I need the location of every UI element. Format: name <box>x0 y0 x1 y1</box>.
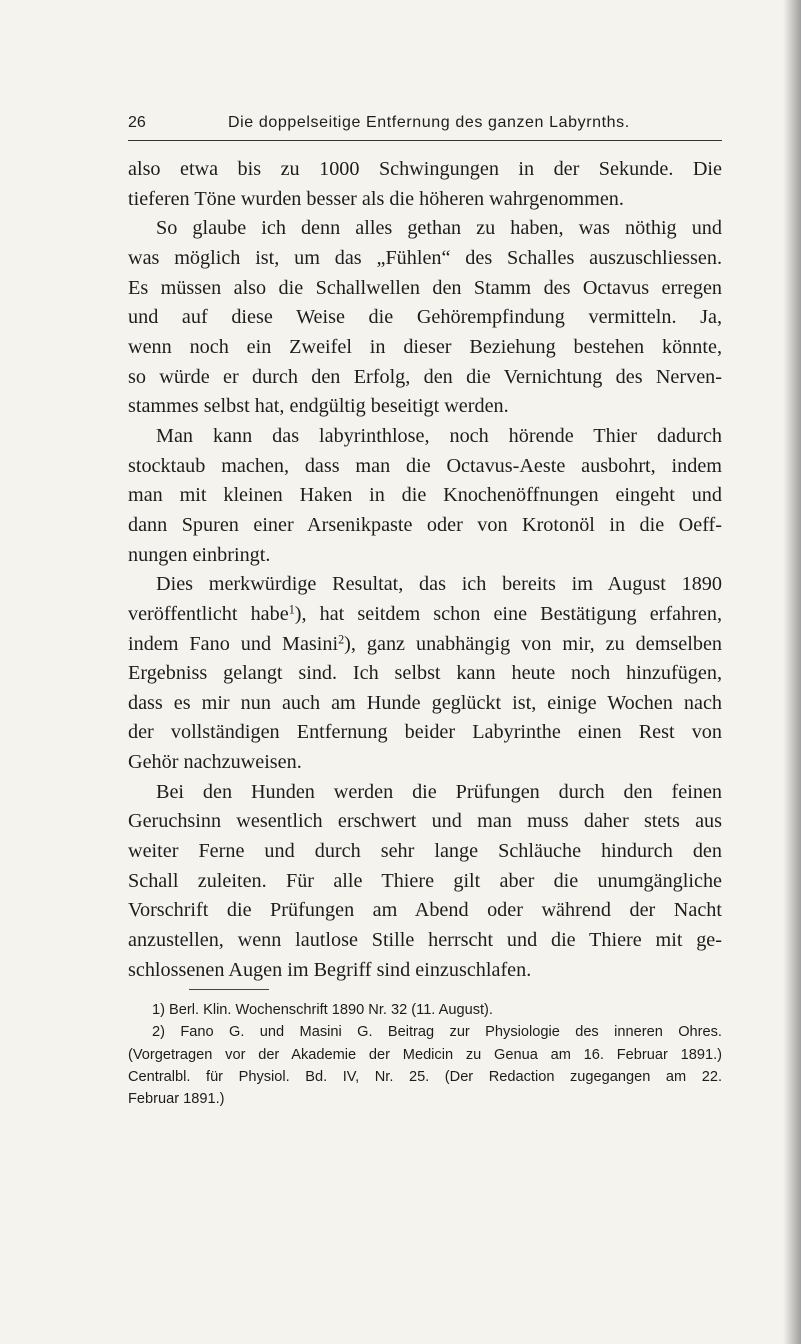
text-line: So glaube ich denn alles gethan zu haben, was nöthig und <box>156 217 722 240</box>
page-number: 26 <box>128 114 146 131</box>
text-line: also etwa bis zu 1000 Schwingungen in der Sekunde. Die <box>128 158 722 180</box>
text-line: tieferen Töne wurden besser als die höheren wahrgenommen. <box>128 187 624 210</box>
footnote-2: 2) Fano G. und Masini G. Beitrag zur Physiologie des inneren Ohres. <box>152 1024 722 1041</box>
text-line: Gehör nachzuweisen. <box>128 751 302 774</box>
running-header <box>128 112 720 138</box>
text-line: Bei den Hunden werden die Prüfungen durch den feinen <box>156 780 722 803</box>
text-fragment: ), ganz unabhängig von mir, zu demselben <box>344 632 722 655</box>
text-line: Man kann das labyrinthlose, noch hörende Thier dadurch <box>156 424 722 447</box>
running-title: Die doppelseitige Entfernung des ganzen Labyrnths. <box>228 114 630 131</box>
text-line: dann Spuren einer Arsenikpaste oder von Krotonöl in die Oeff- <box>128 513 722 536</box>
text-line: Ergebniss gelangt sind. Ich selbst kann heute noch hinzufügen, <box>128 662 722 685</box>
footnote-rule <box>189 989 269 990</box>
text-line: Geruchsinn wesentlich erschwert und man muss daher stets aus <box>128 810 722 833</box>
text-line: stammes selbst hat, endgültig beseitigt werden. <box>128 395 509 418</box>
footnote-ref: 1 <box>288 602 295 617</box>
text-fragment: indem Fano und Masini <box>128 632 339 655</box>
body-text <box>128 155 722 985</box>
text-line: der vollständigen Entfernung beider Labyrinthe einen Rest von <box>128 721 722 744</box>
footnote-1: 1) Berl. Klin. Wochenschrift 1890 Nr. 32 (11. August). <box>152 1002 493 1018</box>
text-line: man mit kleinen Haken in die Knochenöffnungen eingeht und <box>128 484 722 507</box>
text-line: dass es mir nun auch am Hunde geglückt ist, einige Wochen nach <box>128 691 722 714</box>
text-line: Es müssen also die Schallwellen den Stamm des Octavus erregen <box>128 276 722 299</box>
footnotes <box>128 999 722 1110</box>
text-line: wenn noch ein Zweifel in dieser Beziehung bestehen könnte, <box>128 335 722 358</box>
text-line: stocktaub machen, dass man die Octavus-Aeste ausbohrt, indem <box>128 454 722 477</box>
footnote-2-continued: Centralbl. für Physiol. Bd. IV, Nr. 25. (Der Redaction zugegangen am 22. <box>128 1068 722 1085</box>
text-line: Vorschrift die Prüfungen am Abend oder während der Nacht <box>128 899 722 922</box>
text-line: Dies merkwürdige Resultat, das ich bereits im August 1890 <box>156 573 722 596</box>
text-line <box>128 600 722 630</box>
text-line: nungen einbringt. <box>128 543 271 566</box>
footnote-ref: 2 <box>338 631 345 646</box>
text-line: was möglich ist, um das „Fühlen“ des Schalles auszuschliessen. <box>128 246 722 269</box>
text-line: weiter Ferne und durch sehr lange Schläuche hindurch den <box>128 840 722 863</box>
text-fragment: ), hat seitdem schon eine Bestätigung erfahren, <box>294 602 722 625</box>
text-line: anzustellen, wenn lautlose Stille herrscht und die Thiere mit ge- <box>128 929 722 952</box>
text-line: so würde er durch den Erfolg, den die Vernichtung des Nerven- <box>128 365 722 388</box>
text-line: und auf diese Weise die Gehörempfindung vermitteln. Ja, <box>128 306 722 329</box>
text-fragment: veröffentlicht habe <box>128 602 289 625</box>
footnote-2-continued: (Vorgetragen vor der Akademie der Medicin zu Genua am 16. Februar 1891.) <box>128 1046 722 1063</box>
text-line: Schall zuleiten. Für alle Thiere gilt aber die unumgängliche <box>128 869 722 892</box>
text-line: schlossenen Augen im Begriff sind einzuschlafen. <box>128 958 532 981</box>
page-edge-shadow <box>783 0 801 1344</box>
footnote-2-continued: Februar 1891.) <box>128 1091 225 1108</box>
text-line <box>128 630 722 660</box>
header-rule <box>128 140 722 141</box>
